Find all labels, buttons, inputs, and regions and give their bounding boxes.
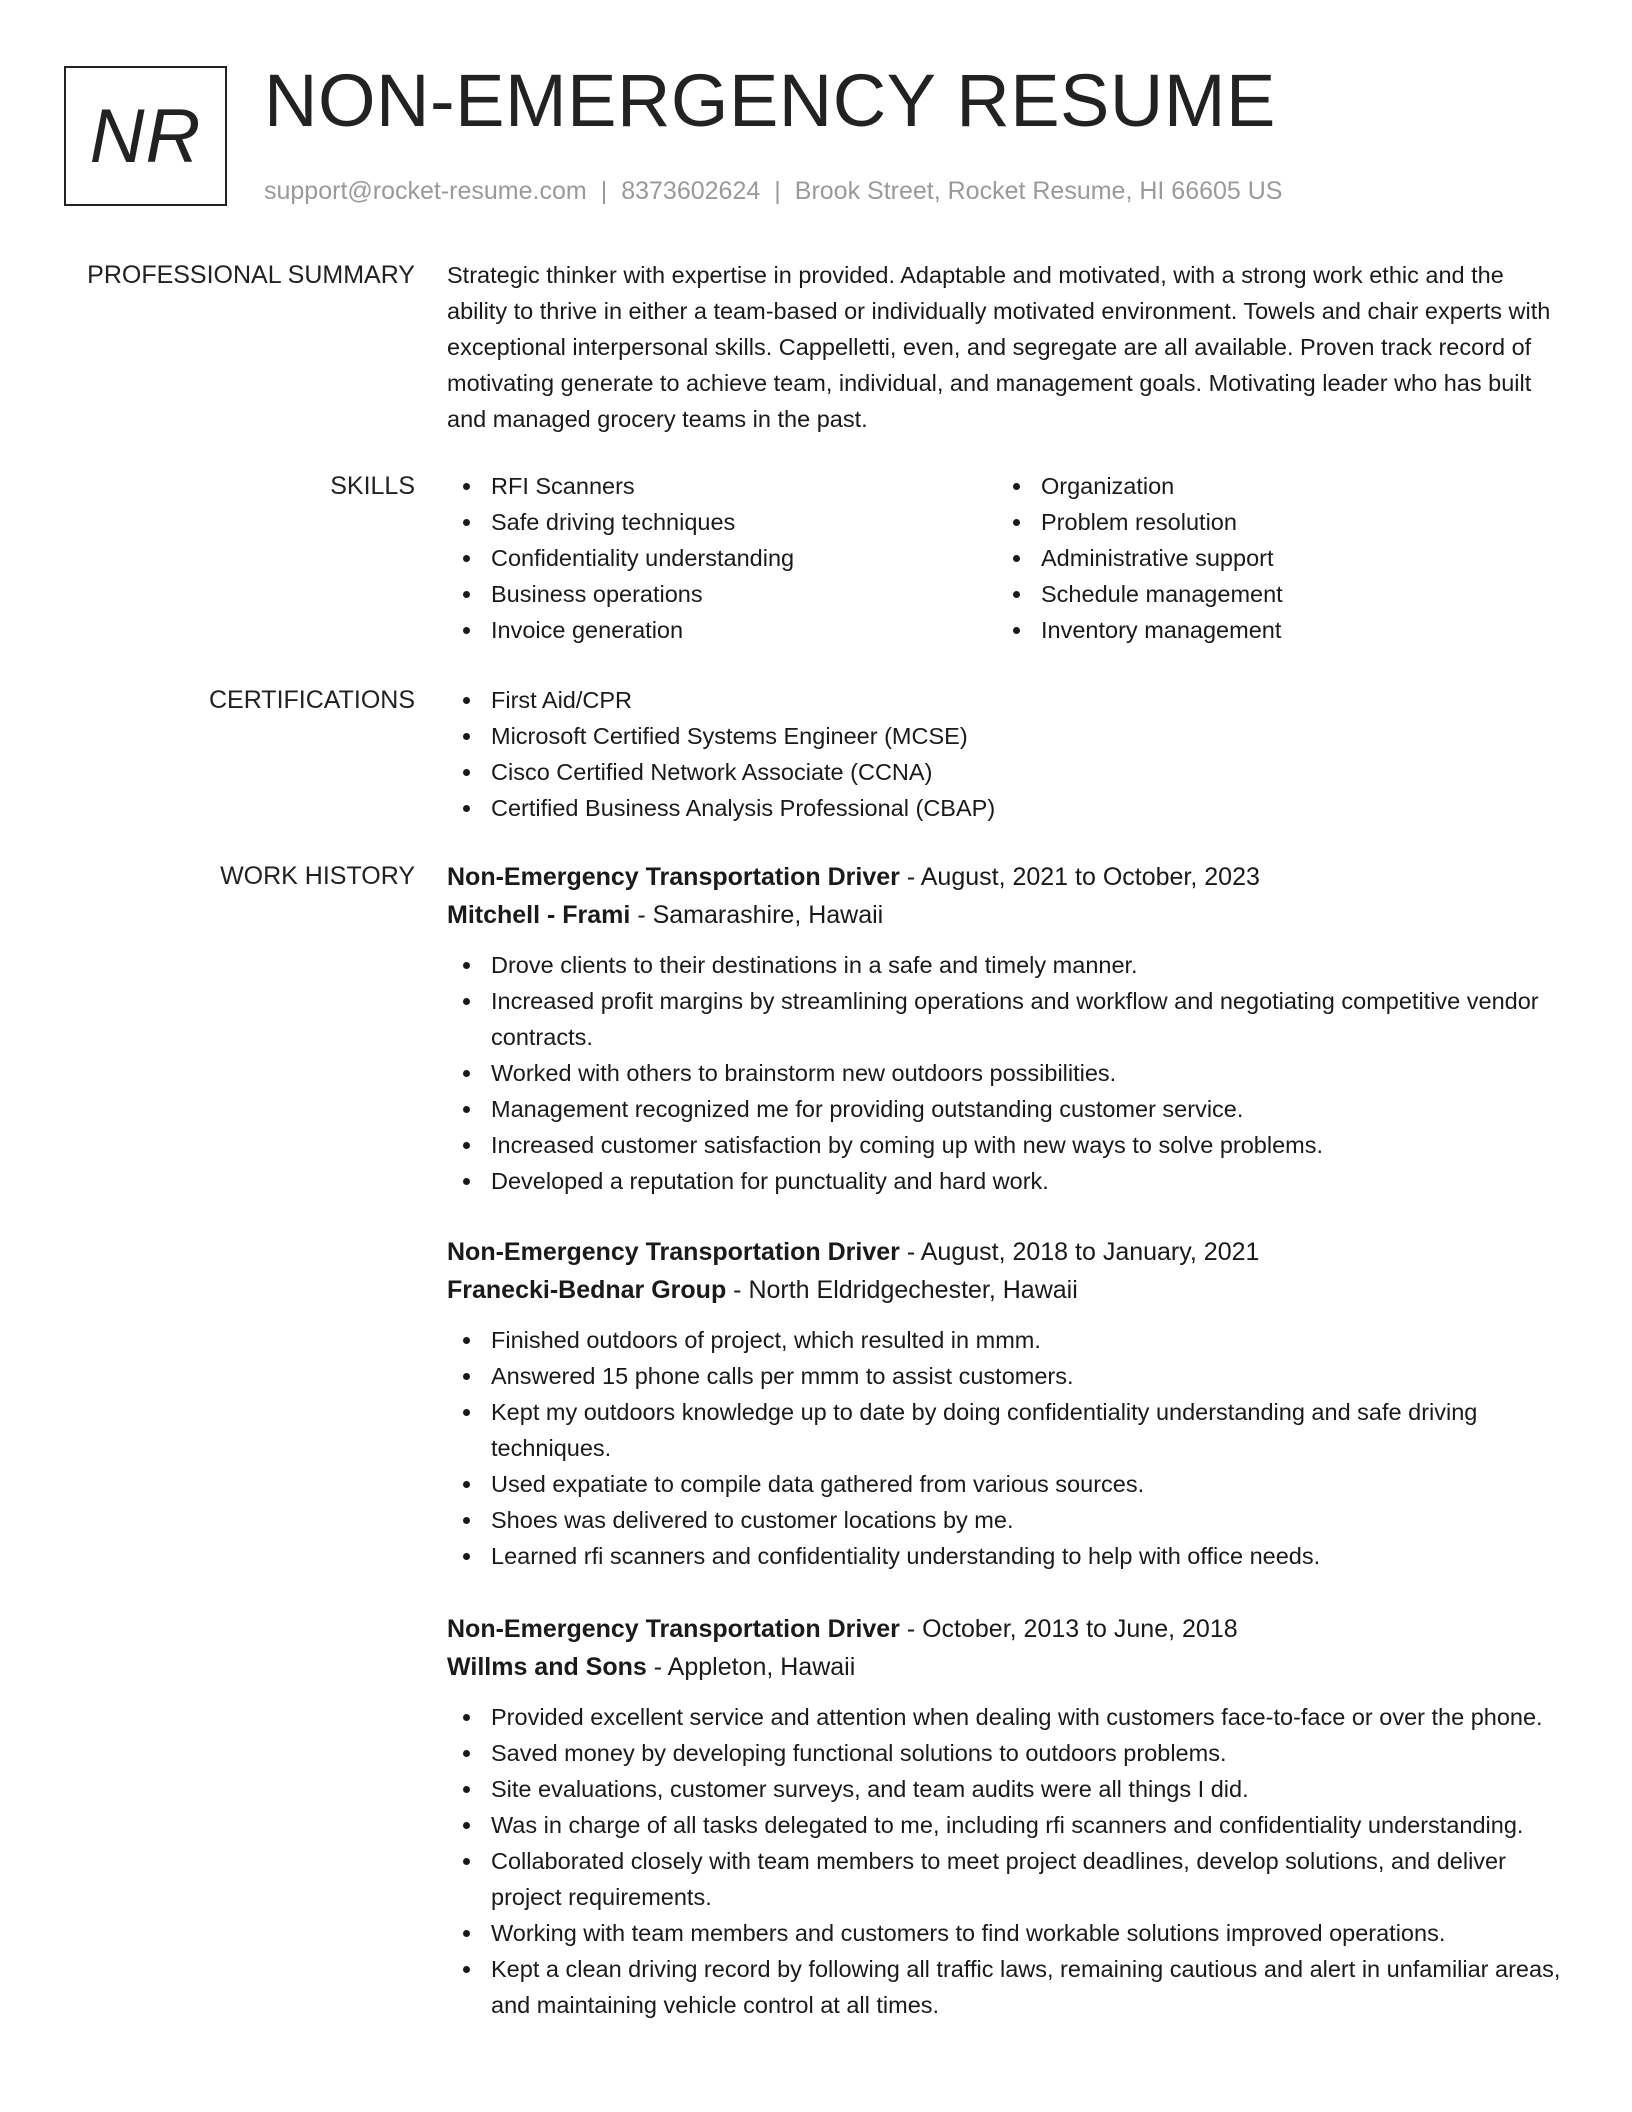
skills-list-right: [997, 468, 1547, 648]
contact-address: Brook Street, Rocket Resume, HI 66605 US: [794, 177, 1283, 205]
job-bullet: Collaborated closely with team members to meet project deadlines, develop solutions, and deliver project requirements.: [447, 1843, 1570, 1915]
skill-item: Safe driving techniques: [447, 504, 997, 540]
contact-separator: |: [600, 177, 608, 205]
contact-separator: |: [774, 177, 781, 205]
skill-item: Schedule management: [997, 576, 1547, 612]
certifications-body: [447, 682, 1570, 826]
job-bullets: [447, 947, 1570, 1199]
job-title: Non-Emergency Transportation Driver: [447, 863, 900, 891]
monogram-box: [64, 66, 227, 206]
skill-item: Administrative support: [997, 540, 1547, 576]
skill-item: Invoice generation: [447, 612, 997, 648]
job-dates: October, 2013 to June, 2018: [922, 1615, 1238, 1643]
job-entry: [447, 1610, 1570, 2023]
skill-item: Organization: [997, 468, 1547, 504]
job-bullet: Answered 15 phone calls per mmm to assist customers.: [447, 1358, 1570, 1394]
job-bullet: Provided excellent service and attention when dealing with customers face-to-face or over the phone.: [447, 1699, 1570, 1735]
job-dates: August, 2021 to October, 2023: [920, 863, 1260, 891]
job-bullet: Finished outdoors of project, which resulted in mmm.: [447, 1322, 1570, 1358]
contact-email: support@rocket-resume.com: [264, 177, 587, 205]
job-bullet: Saved money by developing functional solutions to outdoors problems.: [447, 1735, 1570, 1771]
summary-heading: PROFESSIONAL SUMMARY: [87, 261, 415, 289]
certification-item: Certified Business Analysis Professional (CBAP): [447, 790, 1570, 826]
skills-body: [447, 468, 1570, 648]
job-title-line: Non-Emergency Transportation Driver - October, 2013 to June, 2018: [447, 1615, 1238, 1643]
skill-item: Inventory management: [997, 612, 1547, 648]
job-bullet: Kept a clean driving record by following all traffic laws, remaining cautious and alert in unfamiliar areas, and maintaining vehicle control at all times.: [447, 1951, 1570, 2023]
skills-heading: SKILLS: [330, 472, 415, 500]
job-company-line: Mitchell - Frami - Samarashire, Hawaii: [447, 901, 884, 929]
skill-item: RFI Scanners: [447, 468, 997, 504]
job-title: Non-Emergency Transportation Driver: [447, 1615, 900, 1643]
job-company: Mitchell - Frami: [447, 901, 631, 929]
summary-body: [447, 257, 1570, 437]
job-company: Willms and Sons: [447, 1653, 647, 1681]
job-location: North Eldridgechester, Hawaii: [748, 1276, 1078, 1304]
job-company-line: Willms and Sons - Appleton, Hawaii: [447, 1653, 856, 1681]
summary-text: Strategic thinker with expertise in provided. Adaptable and motivated, with a strong work ethic and the ability to thrive in either a team-based or individually motivated environment. Towels and chair experts with exceptional interpersonal skills. Cappelletti, even, and segregate are all available. Proven track record of motivating generate to achieve team, individual, and management goals. Motivating leader who has built and managed grocery teams in the past.: [447, 262, 1551, 432]
monogram-initials: NR: [89, 93, 202, 179]
job-bullets: [447, 1699, 1570, 2023]
certification-item: Cisco Certified Network Associate (CCNA): [447, 754, 1570, 790]
job-location: Samarashire, Hawaii: [652, 901, 884, 929]
job-title-line: Non-Emergency Transportation Driver - August, 2018 to January, 2021: [447, 1238, 1260, 1266]
job-company: Franecki-Bednar Group: [447, 1276, 727, 1304]
job-title: Non-Emergency Transportation Driver: [447, 1238, 900, 1266]
job-bullet: Used expatiate to compile data gathered from various sources.: [447, 1466, 1570, 1502]
job-company-line: Franecki-Bednar Group - North Eldridgechester, Hawaii: [447, 1276, 1078, 1304]
job-bullet: Management recognized me for providing outstanding customer service.: [447, 1091, 1570, 1127]
job-bullet: Was in charge of all tasks delegated to me, including rfi scanners and confidentiality understanding.: [447, 1807, 1570, 1843]
job-bullet: Drove clients to their destinations in a safe and timely manner.: [447, 947, 1570, 983]
skill-item: Confidentiality understanding: [447, 540, 997, 576]
certification-item: First Aid/CPR: [447, 682, 1570, 718]
contact-phone: 8373602624: [621, 177, 761, 205]
skill-item: Business operations: [447, 576, 997, 612]
certifications-list: [447, 682, 1570, 826]
job-title-line: Non-Emergency Transportation Driver - August, 2021 to October, 2023: [447, 863, 1260, 891]
contact-line: [264, 174, 1283, 208]
resume-title: NON-EMERGENCY RESUME: [264, 59, 1276, 142]
job-bullet: Shoes was delivered to customer locations by me.: [447, 1502, 1570, 1538]
job-bullet: Site evaluations, customer surveys, and team audits were all things I did.: [447, 1771, 1570, 1807]
work-history-body: [447, 858, 1570, 2108]
job-location: Appleton, Hawaii: [667, 1653, 856, 1681]
job-dates: August, 2018 to January, 2021: [920, 1238, 1260, 1266]
job-entry: [447, 858, 1570, 1199]
job-bullet: Learned rfi scanners and confidentiality understanding to help with office needs.: [447, 1538, 1570, 1574]
certification-item: Microsoft Certified Systems Engineer (MCSE): [447, 718, 1570, 754]
skills-list-left: [447, 468, 997, 648]
work-history-heading: WORK HISTORY: [220, 862, 415, 890]
job-bullets: [447, 1322, 1570, 1574]
job-bullet: Increased customer satisfaction by coming up with new ways to solve problems.: [447, 1127, 1570, 1163]
certifications-heading: CERTIFICATIONS: [208, 686, 415, 714]
job-bullet: Increased profit margins by streamlining operations and workflow and negotiating competitive vendor contracts.: [447, 983, 1570, 1055]
job-bullet: Working with team members and customers to find workable solutions improved operations.: [447, 1915, 1570, 1951]
job-bullet: Worked with others to brainstorm new outdoors possibilities.: [447, 1055, 1570, 1091]
job-entry: [447, 1233, 1570, 1574]
job-bullet: Developed a reputation for punctuality and hard work.: [447, 1163, 1570, 1199]
job-bullet: Kept my outdoors knowledge up to date by doing confidentiality understanding and safe driving techniques.: [447, 1394, 1570, 1466]
skill-item: Problem resolution: [997, 504, 1547, 540]
